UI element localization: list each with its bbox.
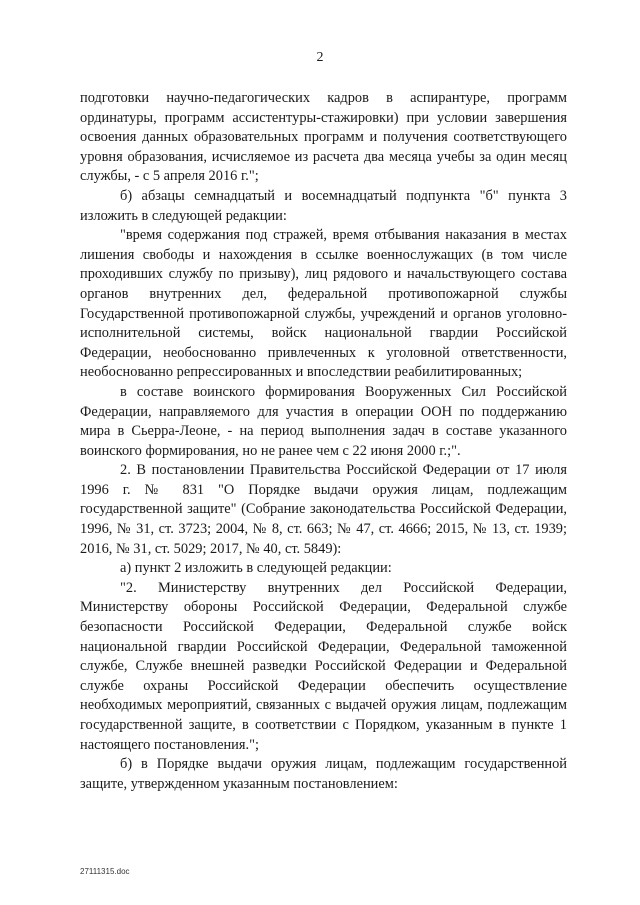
paragraph-quoted-item-2: "2. Министерству внутренних дел Российской Федерации, Министерству обороны Российской Федерации, Федеральной службе безопасности Российской Федерации, Федеральной службе войск национальной гвардии Российской Федерации, Федеральной таможенной службе, Службе внешней разведки Российской Федерации и Федеральной службе охраны Российской Федерации обеспечить осуществление необходимых мероприятий, связанных с выдачей оружия лицам, подлежащим государственной защите, в соответствии с Порядком, указанным в пункте 1 настоящего постановления."; [80,579,567,753]
document-body [80,89,567,794]
document-file-code: 27111315.doc [80,867,130,876]
paragraph-quoted-amendment-continued: в составе воинского формирования Вооруженных Сил Российской Федерации, направляемого для участия в операции ООН по поддержанию мира в Сьерра-Леоне, - на период выполнения задач в составе указанного воинского формирования, но не ранее чем с 22 июня 2000 г.;". [80,383,567,459]
paragraph-quoted-amendment: "время содержания под стражей, время отбывания наказания в местах лишения свободы и нахождения в ссылке военнослужащих (в том числе проходивших службу по призыву), лиц рядового и начальствующего состава органов внутренних дел, федеральной противопожарной службы Государственной противопожарной службы, учреждений и органов уголовно-исполнительной системы, войск национальной гвардии Российской Федерации, необоснованно привлеченных к уголовной ответственности, необоснованно репрессированных и впоследствии реабилитированных; [80,227,567,381]
paragraph-subitem-b-procedure: б) в Порядке выдачи оружия лицам, подлежащим государственной защите, утвержденном указанным постановлением: [80,756,567,792]
paragraph-continuation: подготовки научно-педагогических кадров в аспирантуре, программ ординатуры, программ ассистентуры-стажировки) при условии завершения освоения данных образовательных программ и получения соответствующего уровня образования, исчисляемое из расчета два месяца учебы за один месяц службы, - с 5 апреля 2016 г."; [80,90,567,185]
paragraph-subitem-b: б) абзацы семнадцатый и восемнадцатый подпункта "б" пункта 3 изложить в следующей редакции: [80,187,567,224]
page-number: 2 [316,50,324,65]
paragraph-subitem-a: а) пункт 2 изложить в следующей редакции: [120,560,392,577]
paragraph-item-2: 2. В постановлении Правительства Российской Федерации от 17 июля 1996 г. № 831 "О Порядке выдачи оружия лицам, подлежащим государственной защите" (Собрание законодательства Российской Федерации, 1996, № 31, ст. 3723; 2004, № 8, ст. 663; № 47, ст. 4666; 2015, № 13, ст. 1939; 2016, № 31, ст. 5029; 2017, № 40, ст. 5849): [80,462,567,557]
